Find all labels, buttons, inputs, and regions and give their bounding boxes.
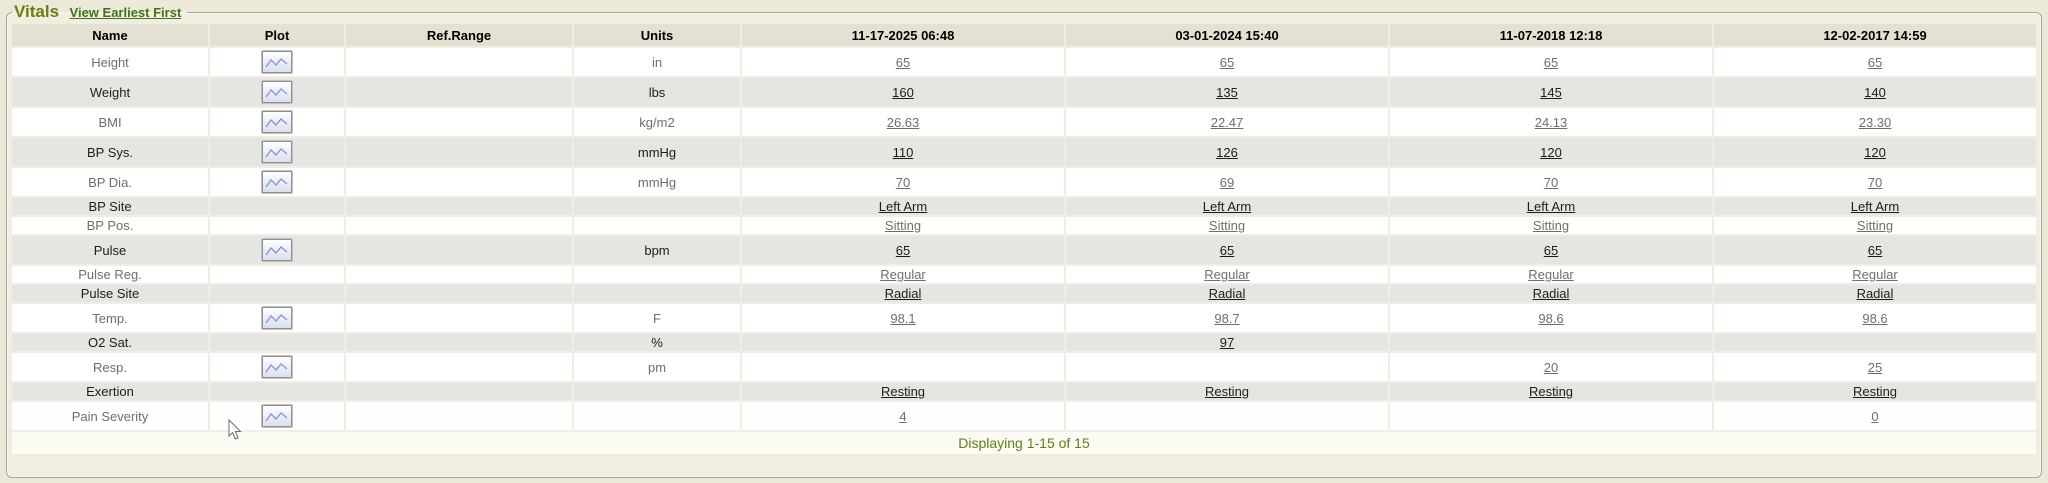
value-cell [742, 285, 1064, 302]
value-cell [1066, 266, 1388, 283]
value-link[interactable]: Left Arm [878, 199, 928, 214]
sparkline-icon [264, 360, 290, 376]
value-link[interactable]: 70 [895, 174, 911, 190]
view-earliest-first-link[interactable]: View Earliest First [69, 5, 182, 20]
value-cell [1066, 383, 1388, 400]
sparkline-icon [264, 115, 290, 131]
vital-name: Temp. [92, 310, 128, 326]
value-cell [1390, 236, 1712, 264]
value-cell [742, 78, 1064, 106]
ref-range-cell [346, 168, 572, 196]
value-cell [1714, 353, 2036, 381]
value-cell [1390, 198, 1712, 215]
value-link[interactable]: Radial [1532, 286, 1570, 301]
ref-range-cell [346, 108, 572, 136]
vital-name: Pain Severity [71, 408, 149, 424]
ref-range-cell [346, 334, 572, 351]
value-cell [1714, 108, 2036, 136]
value-cell [1390, 108, 1712, 136]
value-link[interactable]: 120 [1864, 144, 1886, 160]
column-header-date-4: 12-02-2017 14:59 [1714, 24, 2036, 46]
plot-cell [210, 138, 344, 166]
value-link[interactable]: 23.30 [1858, 114, 1892, 130]
value-cell [742, 138, 1064, 166]
sparkline-icon [264, 175, 290, 191]
value-cell [742, 304, 1064, 332]
vitals-table [10, 22, 2038, 456]
value-cell [1390, 334, 1712, 351]
value-cell [742, 266, 1064, 283]
table-header-row [12, 24, 2036, 46]
value-cell [742, 236, 1064, 264]
plot-button[interactable] [262, 111, 292, 133]
value-cell [1066, 402, 1388, 430]
vitals-legend [12, 2, 187, 22]
plot-cell [210, 236, 344, 264]
value-cell [1066, 334, 1388, 351]
plot-button[interactable] [262, 171, 292, 193]
units-cell: pm [647, 359, 667, 375]
column-header-ref-range: Ref.Range [346, 24, 572, 46]
value-link[interactable]: 4 [899, 408, 907, 424]
value-cell [742, 198, 1064, 215]
column-header-date-1: 11-17-2025 06:48 [742, 24, 1064, 46]
sparkline-icon [264, 55, 290, 71]
vital-name: BP Dia. [88, 174, 132, 190]
value-cell [1714, 266, 2036, 283]
table-row [12, 266, 2036, 283]
value-cell [742, 334, 1064, 351]
units-cell [574, 198, 740, 215]
value-link[interactable]: Resting [880, 384, 926, 399]
value-link[interactable]: 65 [1543, 54, 1559, 70]
value-cell [1390, 383, 1712, 400]
value-link[interactable]: 65 [1867, 54, 1883, 70]
value-link[interactable]: Radial [884, 286, 922, 301]
plot-cell [210, 198, 344, 215]
units-cell: bpm [644, 242, 670, 258]
plot-cell [210, 108, 344, 136]
vital-name: BP Site [88, 199, 132, 214]
value-link[interactable]: 97 [1219, 335, 1235, 350]
plot-button[interactable] [262, 141, 292, 163]
value-link[interactable]: 98.1 [890, 310, 916, 326]
sparkline-icon [264, 243, 290, 259]
vital-name: BP Pos. [86, 218, 134, 233]
plot-cell [210, 334, 344, 351]
value-cell [1066, 198, 1388, 215]
value-cell [1714, 198, 2036, 215]
value-cell [742, 108, 1064, 136]
ref-range-cell [346, 236, 572, 264]
vital-name: Weight [89, 84, 131, 100]
value-cell [1390, 304, 1712, 332]
value-link[interactable]: 20 [1543, 359, 1559, 375]
value-cell [1390, 402, 1712, 430]
value-link[interactable]: Left Arm [1526, 199, 1576, 214]
column-header-units: Units [574, 24, 740, 46]
units-cell: mmHg [637, 144, 677, 160]
vital-name: BMI [98, 114, 122, 130]
vital-name: Pulse Reg. [78, 267, 142, 282]
value-cell [742, 402, 1064, 430]
value-cell [1714, 217, 2036, 234]
value-cell [1714, 285, 2036, 302]
value-link[interactable]: 145 [1540, 84, 1562, 100]
value-cell [1066, 168, 1388, 196]
value-link[interactable]: 65 [895, 54, 911, 70]
plot-cell [210, 48, 344, 76]
table-row [12, 353, 2036, 381]
value-cell [1066, 353, 1388, 381]
value-link[interactable]: 65 [1219, 54, 1235, 70]
value-link[interactable]: 65 [1219, 242, 1235, 258]
plot-button[interactable] [262, 239, 292, 261]
value-link[interactable]: Radial [1856, 286, 1894, 301]
plot-cell [210, 78, 344, 106]
table-row [12, 383, 2036, 400]
plot-button[interactable] [262, 405, 292, 427]
value-cell [1390, 138, 1712, 166]
column-header-name: Name [12, 24, 208, 46]
plot-button[interactable] [262, 356, 292, 378]
value-cell [1066, 138, 1388, 166]
units-cell: F [653, 310, 661, 326]
value-link[interactable]: 120 [1540, 144, 1562, 160]
sparkline-icon [264, 311, 290, 327]
table-row [12, 334, 2036, 351]
value-cell [1066, 78, 1388, 106]
value-link[interactable]: Regular [1852, 267, 1898, 282]
ref-range-cell [346, 304, 572, 332]
units-cell: in [651, 54, 663, 70]
value-cell [742, 168, 1064, 196]
ref-range-cell [346, 78, 572, 106]
value-cell [1390, 285, 1712, 302]
table-row [12, 285, 2036, 302]
sparkline-icon [264, 85, 290, 101]
plot-button[interactable] [262, 81, 292, 103]
value-cell [1714, 78, 2036, 106]
value-link[interactable]: 140 [1864, 84, 1886, 100]
units-cell: lbs [648, 84, 666, 100]
value-link[interactable]: Left Arm [1850, 199, 1900, 214]
table-row [12, 236, 2036, 264]
column-header-date-2: 03-01-2024 15:40 [1066, 24, 1388, 46]
plot-cell [210, 353, 344, 381]
value-link[interactable]: Left Arm [1202, 199, 1252, 214]
ref-range-cell [346, 353, 572, 381]
value-link[interactable]: 126 [1216, 144, 1238, 160]
vital-name: Pulse Site [80, 286, 140, 301]
value-link[interactable]: 65 [1867, 242, 1883, 258]
units-cell [574, 383, 740, 400]
sparkline-icon [264, 145, 290, 161]
value-link[interactable]: 98.6 [1538, 310, 1564, 326]
value-cell [1390, 217, 1712, 234]
value-cell [1390, 48, 1712, 76]
value-link[interactable]: 135 [1216, 84, 1238, 100]
ref-range-cell [346, 217, 572, 234]
units-cell: kg/m2 [639, 114, 675, 130]
value-cell [742, 217, 1064, 234]
value-link[interactable]: Resting [1852, 384, 1898, 399]
value-cell [1066, 285, 1388, 302]
value-link[interactable]: Regular [880, 267, 926, 282]
value-cell [1714, 48, 2036, 76]
value-link[interactable]: 69 [1219, 174, 1235, 190]
value-cell [1714, 402, 2036, 430]
value-cell [1066, 236, 1388, 264]
value-link[interactable]: 98.6 [1862, 310, 1888, 326]
column-header-plot: Plot [210, 24, 344, 46]
units-cell: % [651, 335, 663, 350]
plot-cell [210, 266, 344, 283]
value-link[interactable]: Radial [1208, 286, 1246, 301]
value-link[interactable]: 70 [1867, 174, 1883, 190]
plot-button[interactable] [262, 51, 292, 73]
pagination-row [12, 432, 2036, 454]
value-link[interactable]: 70 [1543, 174, 1559, 190]
value-cell [1714, 236, 2036, 264]
table-row [12, 138, 2036, 166]
ref-range-cell [346, 138, 572, 166]
plot-cell [210, 285, 344, 302]
vital-name: Resp. [93, 359, 127, 375]
value-cell [742, 48, 1064, 76]
value-cell [1390, 168, 1712, 196]
value-link[interactable]: 25 [1867, 359, 1883, 375]
value-cell [1714, 334, 2036, 351]
panel-title: Vitals [14, 2, 60, 21]
table-row [12, 108, 2036, 136]
value-link[interactable]: 0 [1871, 408, 1879, 424]
value-cell [1066, 217, 1388, 234]
value-link[interactable]: 65 [895, 242, 911, 258]
value-cell [742, 353, 1064, 381]
units-cell: mmHg [637, 174, 677, 190]
value-cell [742, 383, 1064, 400]
value-cell [1390, 353, 1712, 381]
value-cell [1066, 108, 1388, 136]
value-link[interactable]: Sitting [884, 218, 922, 233]
ref-range-cell [346, 48, 572, 76]
column-header-date-3: 11-07-2018 12:18 [1390, 24, 1712, 46]
vital-name: O2 Sat. [87, 335, 133, 350]
value-link[interactable]: 98.7 [1214, 310, 1240, 326]
units-cell [574, 266, 740, 283]
ref-range-cell [346, 198, 572, 215]
table-row [12, 402, 2036, 430]
table-row [12, 217, 2036, 234]
plot-cell [210, 304, 344, 332]
ref-range-cell [346, 266, 572, 283]
vitals-body [12, 48, 2036, 430]
vital-name: Pulse [93, 242, 127, 258]
table-row [12, 304, 2036, 332]
value-link[interactable]: 26.63 [886, 114, 920, 130]
value-link[interactable]: Sitting [1208, 218, 1246, 233]
value-cell [1714, 304, 2036, 332]
table-row [12, 168, 2036, 196]
value-link[interactable]: 110 [892, 144, 914, 160]
value-link[interactable]: Sitting [1532, 218, 1570, 233]
value-link[interactable]: 24.13 [1534, 114, 1568, 130]
value-cell [1390, 266, 1712, 283]
value-link[interactable]: Regular [1204, 267, 1250, 282]
ref-range-cell [346, 285, 572, 302]
value-cell [1066, 304, 1388, 332]
plot-cell [210, 217, 344, 234]
plot-button[interactable] [262, 307, 292, 329]
value-cell [1714, 138, 2036, 166]
table-row [12, 78, 2036, 106]
ref-range-cell [346, 402, 572, 430]
value-link[interactable]: Sitting [1856, 218, 1894, 233]
value-cell [1390, 78, 1712, 106]
value-link[interactable]: 160 [892, 84, 914, 100]
value-cell [1714, 383, 2036, 400]
value-cell [1066, 48, 1388, 76]
value-link[interactable]: 65 [1543, 242, 1559, 258]
plot-cell [210, 402, 344, 430]
table-row [12, 198, 2036, 215]
value-link[interactable]: Resting [1204, 384, 1250, 399]
units-cell [574, 285, 740, 302]
plot-cell [210, 383, 344, 400]
pagination-status: Displaying 1-15 of 15 [12, 432, 2036, 454]
vital-name: Exertion [86, 384, 134, 399]
table-row [12, 48, 2036, 76]
ref-range-cell [346, 383, 572, 400]
sparkline-icon [264, 409, 290, 425]
value-link[interactable]: Resting [1528, 384, 1574, 399]
value-link[interactable]: 22.47 [1210, 114, 1244, 130]
vital-name: BP Sys. [86, 144, 133, 160]
plot-cell [210, 168, 344, 196]
units-cell [574, 217, 740, 234]
value-cell [1714, 168, 2036, 196]
vitals-panel [6, 2, 2042, 478]
units-cell [574, 402, 740, 430]
value-link[interactable]: Regular [1528, 267, 1574, 282]
vital-name: Height [91, 54, 129, 70]
